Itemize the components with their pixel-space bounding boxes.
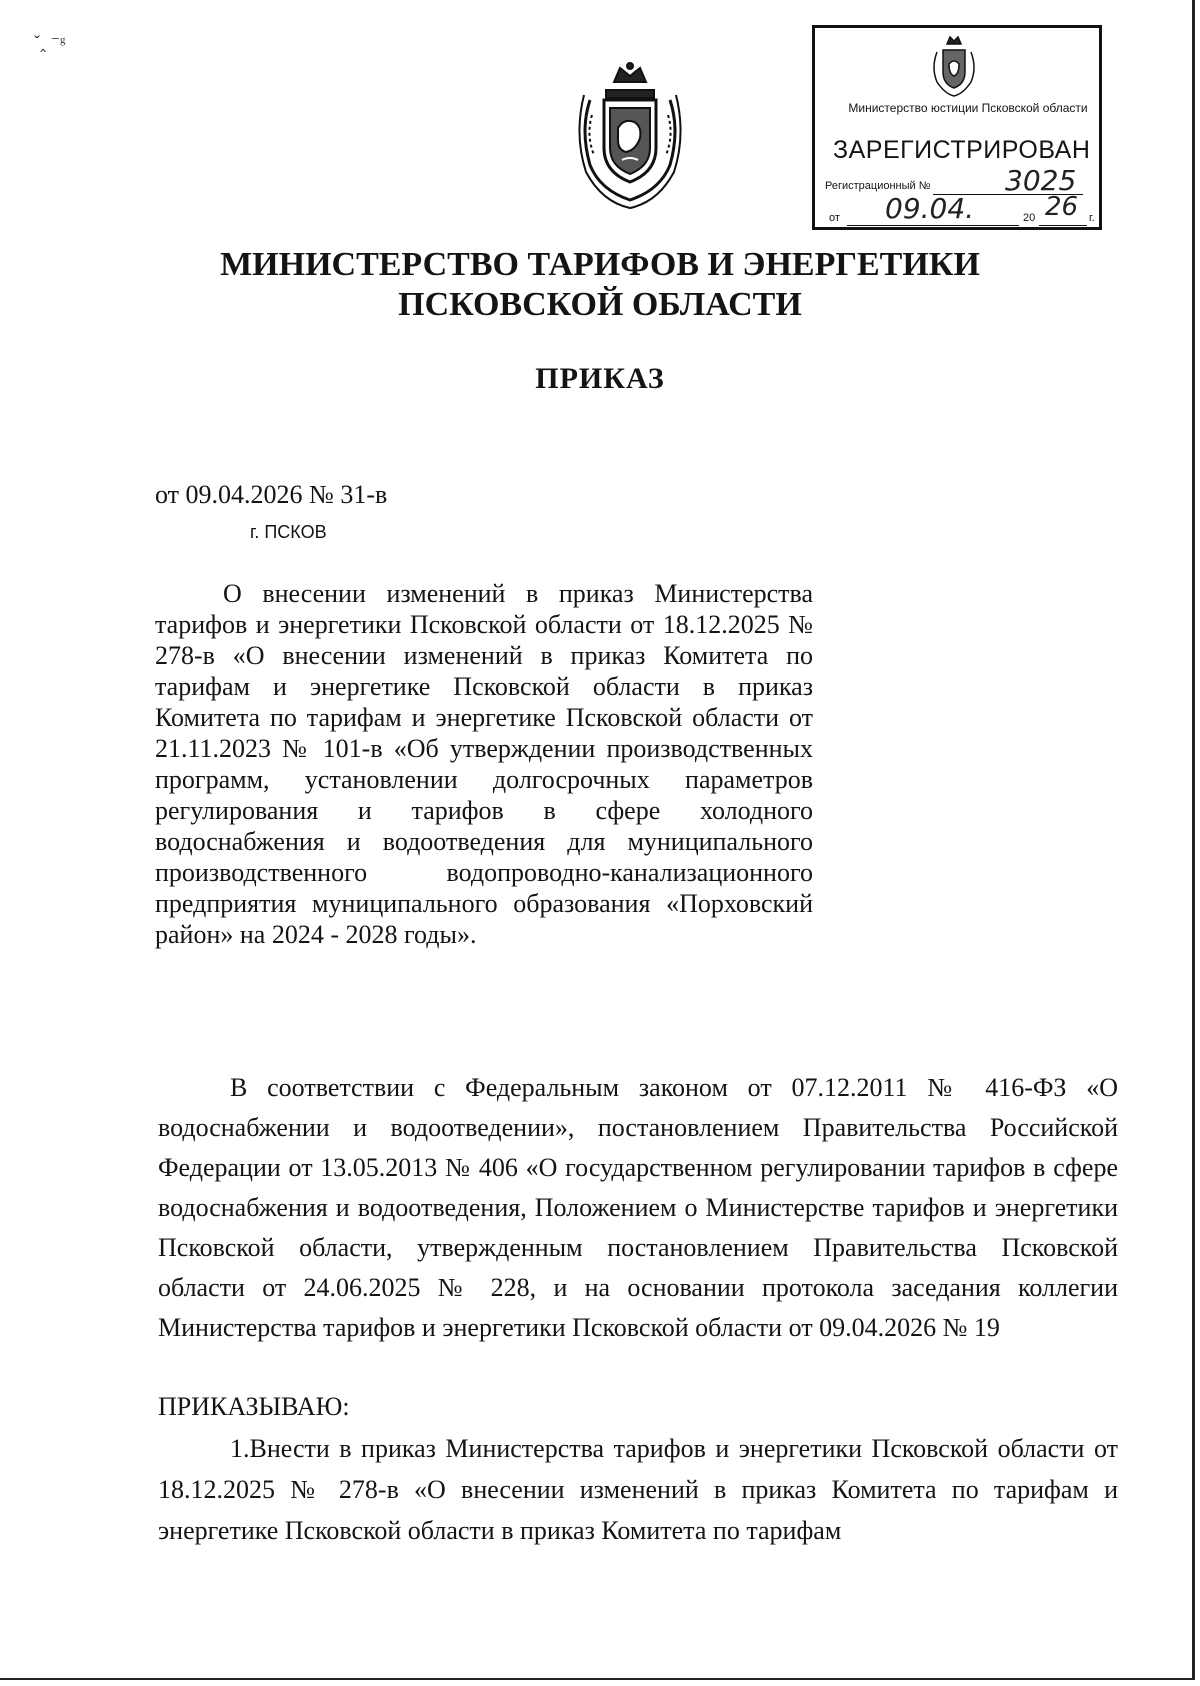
decree-word: ПРИКАЗЫВАЮ: bbox=[158, 1392, 350, 1421]
order-city: г. ПСКОВ bbox=[250, 522, 327, 542]
stamp-ministry-name: Министерство юстиции Псковской области bbox=[848, 101, 1088, 115]
stamp-year-line bbox=[1039, 225, 1087, 226]
stamp-reg-number-handwritten: 3025 bbox=[1005, 164, 1077, 197]
ministry-title-line2: ПСКОВСКОЙ ОБЛАСТИ bbox=[398, 286, 802, 323]
ministry-title-line1: МИНИСТЕРСТВО ТАРИФОВ И ЭНЕРГЕТИКИ bbox=[220, 246, 980, 283]
stamp-year-unit: г. bbox=[1089, 212, 1095, 224]
registration-stamp bbox=[812, 25, 1102, 230]
stamp-from-label: от bbox=[829, 212, 840, 224]
order-subject bbox=[155, 578, 813, 950]
stamp-date-line bbox=[847, 225, 1019, 226]
stamp-year-handwritten: 26 bbox=[1045, 192, 1079, 222]
order-title: ПРИКАЗ bbox=[535, 362, 665, 395]
stamp-year-prefix: 20 bbox=[1023, 212, 1036, 224]
preamble-text: В соответствии с Федеральным законом от 07.12.2011 № 416-ФЗ «О водоснабжении и водоотведении», постановлением Правительства Российской Федерации от 13.05.2013 № 406 «О государственном регулировании тарифов в сфере водоснабжения и водоотведения, Положением о Министерстве тарифов и энергетики Псковской области, утвержденным постановлением Правительства Псковской области от 24.06.2025 № 228, и на основании протокола заседания коллегии Министерства тарифов и энергетики Псковской области от 09.04.2026 № 19 bbox=[158, 1073, 1118, 1342]
coat-of-arms-emblem bbox=[570, 60, 690, 210]
point-1-paragraph bbox=[158, 1428, 1118, 1551]
scan-speck: ˇ‸ ⁻ᵍ bbox=[34, 32, 66, 52]
stamp-date-handwritten: 09.04. bbox=[885, 192, 975, 225]
stamp-registered-label: ЗАРЕГИСТРИРОВАН bbox=[833, 136, 1091, 164]
order-subject-text: О внесении изменений в приказ Министерства тарифов и энергетики Псковской области от 18.12.2025 № 278-в «О внесении изменений в приказ Комитета по тарифам и энергетике Псковской области в приказ Комитета по тарифам и энергетике Псковской области от 21.11.2023 № 101-в «Об утверждении производственных программ, установлении долгосрочных параметров регулирования и тарифов в сфере холодного водоснабжения и водоотведения для муниципального производственного водопроводно-канализационного предприятия муниципального образования «Порховский район» на 2024 - 2028 годы». bbox=[155, 579, 813, 949]
stamp-reg-number-label: Регистрационный № bbox=[825, 180, 931, 192]
point-1-text: 1.Внести в приказ Министерства тарифов и энергетики Псковской области от 18.12.2025 № 278-в «О внесении изменений в приказ Комитета по тарифам и энергетике Псковской области в приказ Комитета по тарифам bbox=[158, 1434, 1118, 1545]
ministry-title bbox=[0, 245, 1200, 325]
preamble-paragraph bbox=[158, 1068, 1118, 1348]
stamp-coat-of-arms-icon bbox=[927, 34, 981, 98]
order-date-number: от 09.04.2026 № 31-в bbox=[155, 480, 388, 509]
